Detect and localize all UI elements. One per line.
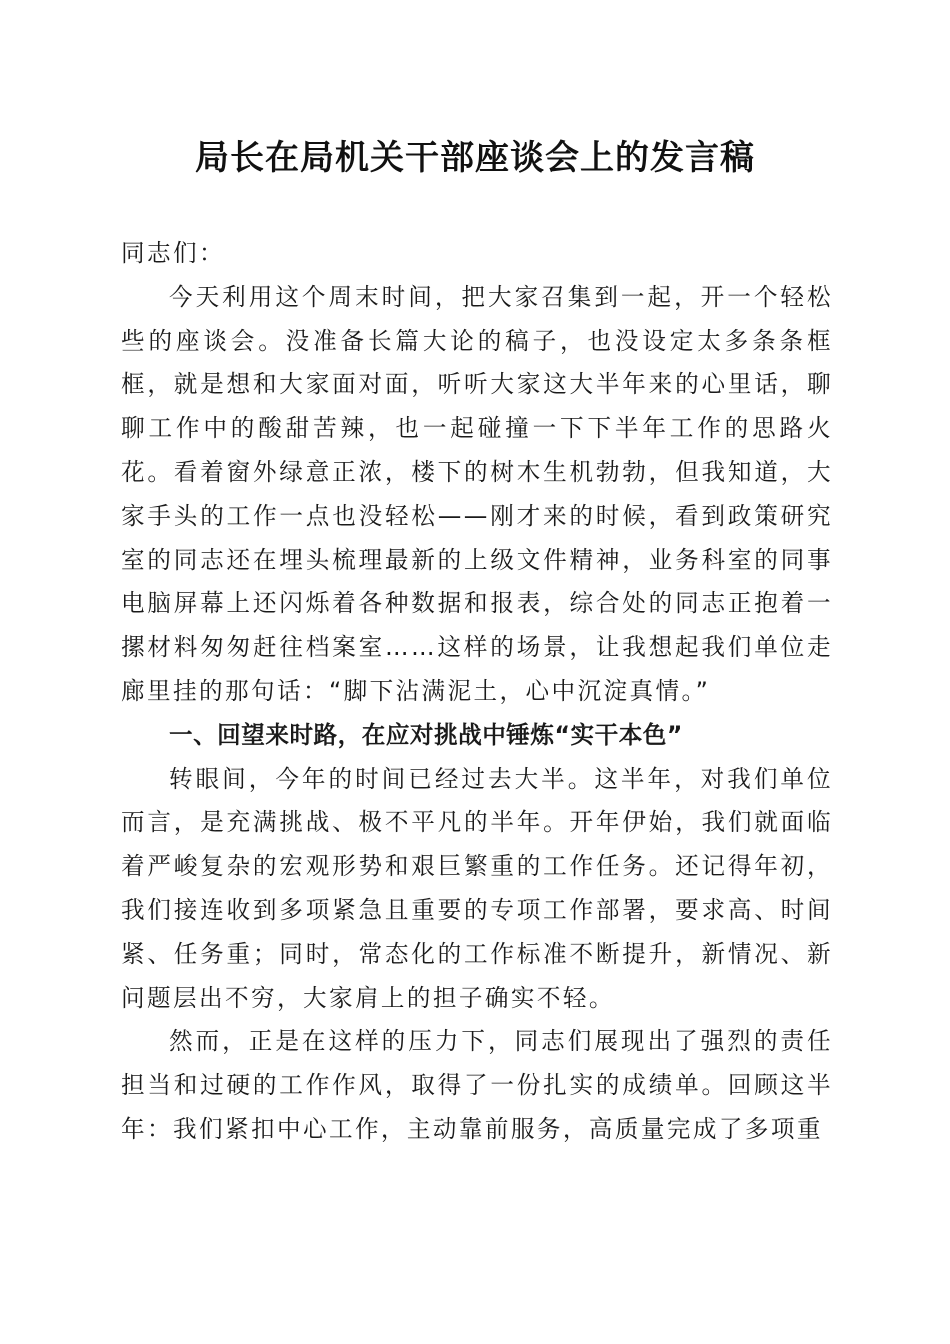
paragraph-achievements: 然而，正是在这样的压力下，同志们展现出了强烈的责任担当和过硬的工作作风，取得了一份扎实的成绩单。回顾这半年：我们紧扣中心工作，主动靠前服务，高质量完成了多项重: [121, 1027, 833, 1143]
salutation: 同志们：: [121, 239, 225, 267]
document-body: [121, 232, 833, 1152]
paragraph-review: 转眼间，今年的时间已经过去大半。这半年，对我们单位而言，是充满挑战、极不平凡的半年。开年伊始，我们就面临着严峻复杂的宏观形势和艰巨繁重的工作任务。还记得年初，我们接连收到多项紧急且重要的专项工作部署，要求高、时间紧、任务重；同时，常态化的工作标准不断提升，新情况、新问题层出不穷，大家肩上的担子确实不轻。: [121, 764, 833, 1012]
section-heading: 一、回望来时路，在应对挑战中锤炼“实干本色”: [169, 720, 683, 749]
document-title: 局长在局机关干部座谈会上的发言稿: [195, 138, 755, 178]
paragraph-intro: 今天利用这个周末时间，把大家召集到一起，开一个轻松些的座谈会。没准备长篇大论的稿子，也没设定太多条条框框，就是想和大家面对面，听听大家这大半年来的心里话，聊聊工作中的酸甜苦辣，也一起碰撞一下下半年工作的思路火花。看着窗外绿意正浓，楼下的树木生机勃勃，但我知道，大家手头的工作一点也没轻松——刚才来的时候，看到政策研究室的同志还在埋头梳理最新的上级文件精神，业务科室的同事电脑屏幕上还闪烁着各种数据和报表，综合处的同志正抱着一摞材料匆匆赶往档案室……这样的场景，让我想起我们单位走廊里挂的那句话：“脚下沾满泥土，心中沉淀真情。”: [121, 282, 833, 705]
